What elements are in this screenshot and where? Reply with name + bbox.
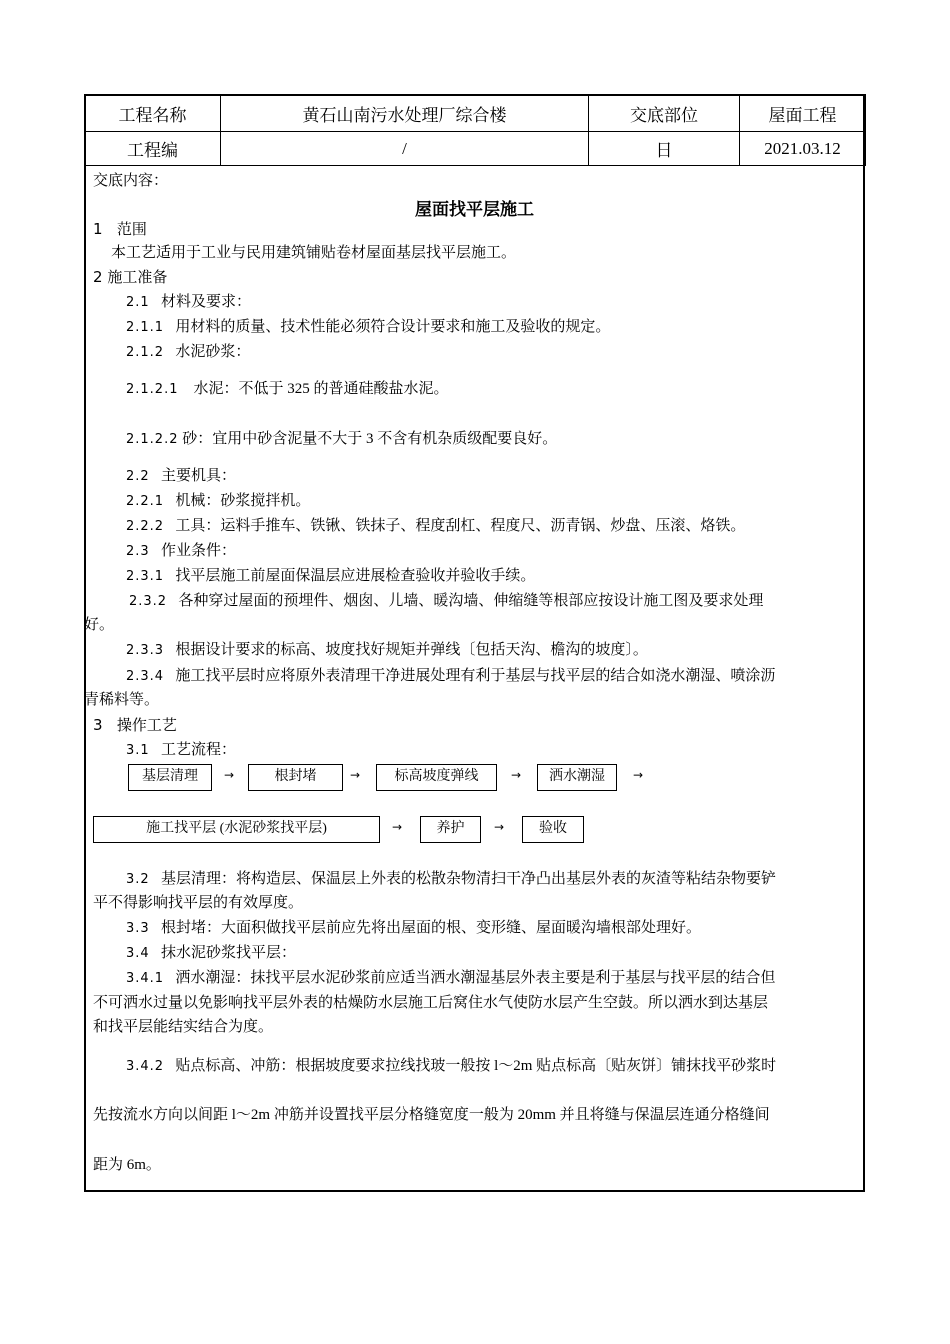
para-2-1-2: 2.1.2 水泥砂浆： [126, 344, 251, 360]
doc-title: 屋面找平层施工 [415, 200, 534, 220]
date-value: 2021.03.12 [740, 132, 866, 166]
para-3-4-1: 3.4.1 洒水潮湿：抹找平层水泥砂浆前应适当洒水潮湿基层外表主要是利于基层与找平层的结合但 [126, 970, 776, 986]
project-no-label: 工程编 [85, 132, 221, 166]
project-no-value: / [221, 132, 589, 166]
para-2-3-4-cont: 青稀料等。 [84, 692, 160, 708]
para-3-4: 3.4 抹水泥砂浆找平层： [126, 945, 296, 961]
date-label: 日 [589, 132, 740, 166]
flow-step-curing: 养护 [420, 816, 481, 843]
para-2-1-2-1: 2.1.2.1 水泥：不低于 325 的普通硅酸盐水泥。 [126, 381, 449, 397]
para-3-2-cont: 平不得影响找平层的有效厚度。 [93, 895, 304, 911]
para-3-4-1-cont1: 不可洒水过量以免影响找平层外表的枯燥防水层施工后窝住水气使防水层产生空鼓。所以洒水到达基层 [93, 995, 769, 1011]
flow-step-elevation-slope: 标高坡度弹线 [376, 764, 497, 791]
content-label: 交底内容： [93, 173, 169, 189]
flow-step-leveling-layer: 施工找平层 (水泥砂浆找平层) [93, 816, 380, 843]
flow-step-base-cleaning: 基层清理 [128, 764, 212, 791]
para-2-1: 2.1 材料及要求： [126, 294, 251, 310]
flow-step-acceptance: 验收 [522, 816, 584, 843]
section-2-heading: 2 施工准备 [93, 268, 168, 286]
para-2-1-1: 2.1.1 用材料的质量、技术性能必须符合设计要求和施工及验收的规定。 [126, 319, 611, 335]
dept-label: 交底部位 [589, 95, 740, 132]
para-3-4-2-cont2: 距为 6m。 [93, 1157, 161, 1173]
flow-arrow-icon: → [494, 820, 505, 834]
para-3-2: 3.2 基层清理：将构造层、保温层上外表的松散杂物清扫干净凸出基层外表的灰渣等粘结杂物要铲 [126, 871, 776, 887]
para-3-4-2: 3.4.2 贴点标高、冲筋：根据坡度要求拉线找玻一般按 l～2m 贴点标高〔贴灰饼〕铺抹找平砂浆时 [126, 1058, 777, 1074]
section-1-text: 本工艺适用于工业与民用建筑铺贴卷材屋面基层找平层施工。 [111, 245, 517, 261]
para-3-4-2-cont1: 先按流水方向以间距 l～2m 冲筋并设置找平层分格缝宽度一般为 20mm 并且将缝与保温层连通分格缝间 [93, 1107, 770, 1123]
para-2-2-1: 2.2.1 机械：砂浆搅拌机。 [126, 493, 311, 509]
para-2-3: 2.3 作业条件： [126, 543, 236, 559]
para-3-1: 3.1 工艺流程： [126, 742, 236, 758]
para-2-3-2-cont: 好。 [84, 617, 115, 633]
dept-value: 屋面工程 [740, 95, 866, 132]
para-3-4-1-cont2: 和找平层能结实结合为度。 [93, 1019, 274, 1035]
flow-arrow-icon: → [224, 768, 235, 782]
para-2-3-1: 2.3.1 找平层施工前屋面保温层应进展检查验收并验收手续。 [126, 568, 536, 584]
para-2-3-3: 2.3.3 根据设计要求的标高、坡度找好规矩并弹线〔包括天沟、檐沟的坡度〕。 [126, 642, 648, 658]
flow-step-root-sealing: 根封堵 [248, 764, 343, 791]
section-3-heading: 3 操作工艺 [93, 716, 177, 734]
para-2-2-2: 2.2.2 工具：运料手推车、铁锹、铁抹子、程度刮杠、程度尺、沥青锅、炒盘、压滚、烙铁。 [126, 518, 746, 534]
flow-step-wetting: 洒水潮湿 [537, 764, 617, 791]
project-name-label: 工程名称 [85, 95, 221, 132]
para-3-3: 3.3 根封堵：大面积做找平层前应先将出屋面的根、变形缝、屋面暖沟墙根部处理好。 [126, 920, 701, 936]
flow-arrow-icon: → [392, 820, 403, 834]
flow-arrow-icon: → [511, 768, 522, 782]
flow-arrow-icon: → [633, 768, 644, 782]
project-name-value: 黄石山南污水处理厂综合楼 [221, 95, 589, 132]
para-2-1-2-2: 2.1.2.2 砂：宜用中砂含泥量不大于 3 不含有机杂质级配要良好。 [126, 431, 558, 447]
section-1-heading: 1 范围 [93, 220, 147, 238]
para-2-3-2: 2.3.2 各种穿过屋面的预埋件、烟囱、儿墙、暖沟墙、伸缩缝等根部应按设计施工图及要求处理 [129, 593, 764, 609]
header-table [84, 94, 866, 166]
para-2-2: 2.2 主要机具： [126, 468, 236, 484]
flow-arrow-icon: → [350, 768, 361, 782]
para-2-3-4: 2.3.4 施工找平层时应将原外表清理干净进展处理有利于基层与找平层的结合如浇水潮湿、喷涂沥 [126, 668, 776, 684]
